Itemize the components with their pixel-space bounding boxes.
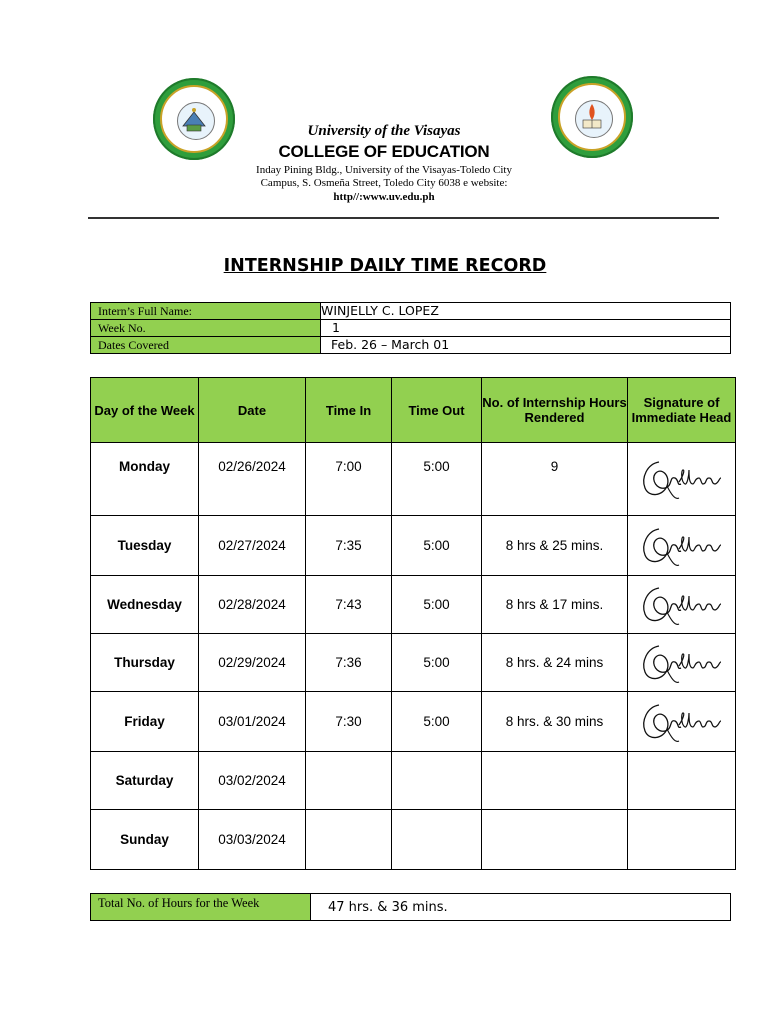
hours-cell (482, 810, 628, 870)
hours-cell: 9 (482, 443, 628, 516)
day-cell: Sunday (91, 810, 199, 870)
time-out-cell: 5:00 (392, 634, 482, 692)
time-in-cell (306, 810, 392, 870)
day-cell: Thursday (91, 634, 199, 692)
hours-cell: 8 hrs & 17 mins. (482, 576, 628, 634)
hours-cell: 8 hrs & 25 mins. (482, 516, 628, 576)
intern-name-label: Intern’s Full Name: (91, 303, 321, 320)
time-out-cell: 5:00 (392, 576, 482, 634)
college-name: COLLEGE OF EDUCATION (278, 142, 490, 161)
date-cell: 02/28/2024 (199, 576, 306, 634)
signature-cell (628, 692, 736, 752)
hours-cell: 8 hrs. & 24 mins (482, 634, 628, 692)
time-in-cell (306, 752, 392, 810)
header-divider (88, 217, 719, 219)
total-label: Total No. of Hours for the Week (91, 894, 311, 921)
table-row (91, 443, 736, 516)
university-name: University of the Visayas (307, 123, 461, 139)
table-header-row (91, 378, 736, 443)
header-hours: No. of Internship Hours Rendered (482, 378, 628, 443)
signature-cell (628, 576, 736, 634)
signature-icon (639, 456, 725, 502)
signature-cell (628, 810, 736, 870)
day-cell: Monday (91, 443, 199, 516)
date-cell: 03/03/2024 (199, 810, 306, 870)
header-signature: Signature of Immediate Head (628, 378, 736, 443)
week-value: 1 (321, 320, 731, 337)
date-cell: 03/01/2024 (199, 692, 306, 752)
table-row (91, 692, 736, 752)
time-out-cell: 5:00 (392, 443, 482, 516)
time-in-cell: 7:30 (306, 692, 392, 752)
time-in-cell: 7:36 (306, 634, 392, 692)
time-out-cell (392, 752, 482, 810)
header-time-out: Time Out (392, 378, 482, 443)
total-value: 47 hrs. & 36 mins. (311, 894, 731, 921)
time-in-cell: 7:00 (306, 443, 392, 516)
day-cell: Friday (91, 692, 199, 752)
date-cell: 02/29/2024 (199, 634, 306, 692)
day-cell: Tuesday (91, 516, 199, 576)
time-in-cell: 7:35 (306, 516, 392, 576)
signature-icon (639, 699, 725, 745)
time-in-cell: 7:43 (306, 576, 392, 634)
date-cell: 02/27/2024 (199, 516, 306, 576)
table-row (91, 576, 736, 634)
total-hours-table (90, 893, 731, 921)
table-row (91, 634, 736, 692)
hours-cell (482, 752, 628, 810)
time-out-cell (392, 810, 482, 870)
dates-value: Feb. 26 – March 01 (321, 337, 731, 354)
table-row (91, 810, 736, 870)
signature-icon (639, 640, 725, 686)
week-label: Week No. (91, 320, 321, 337)
signature-cell (628, 443, 736, 516)
signature-cell (628, 752, 736, 810)
table-row (91, 516, 736, 576)
signature-cell (628, 516, 736, 576)
time-out-cell: 5:00 (392, 516, 482, 576)
signature-cell (628, 634, 736, 692)
dates-label: Dates Covered (91, 337, 321, 354)
week-row (91, 320, 731, 337)
hours-cell: 8 hrs. & 30 mins (482, 692, 628, 752)
daily-time-record-table (90, 377, 736, 870)
website: http//:www.uv.edu.ph (333, 191, 435, 203)
signature-icon (639, 523, 725, 569)
day-cell: Saturday (91, 752, 199, 810)
table-row (91, 752, 736, 810)
address-line-2: Campus, S. Osmeña Street, Toledo City 6038 e website: (260, 177, 508, 189)
document-title: INTERNSHIP DAILY TIME RECORD (223, 256, 547, 276)
date-cell: 02/26/2024 (199, 443, 306, 516)
dates-row (91, 337, 731, 354)
intern-name-row (91, 303, 731, 320)
intern-name-value: WINJELLY C. LOPEZ (321, 303, 731, 320)
intern-info-table (90, 302, 731, 354)
signature-icon (639, 582, 725, 628)
address-line-1: Inday Pining Bldg., University of the Visayas-Toledo City (256, 164, 512, 176)
time-out-cell: 5:00 (392, 692, 482, 752)
header-day: Day of the Week (91, 378, 199, 443)
day-cell: Wednesday (91, 576, 199, 634)
total-row (91, 894, 731, 921)
date-cell: 03/02/2024 (199, 752, 306, 810)
header-date: Date (199, 378, 306, 443)
header-time-in: Time In (306, 378, 392, 443)
